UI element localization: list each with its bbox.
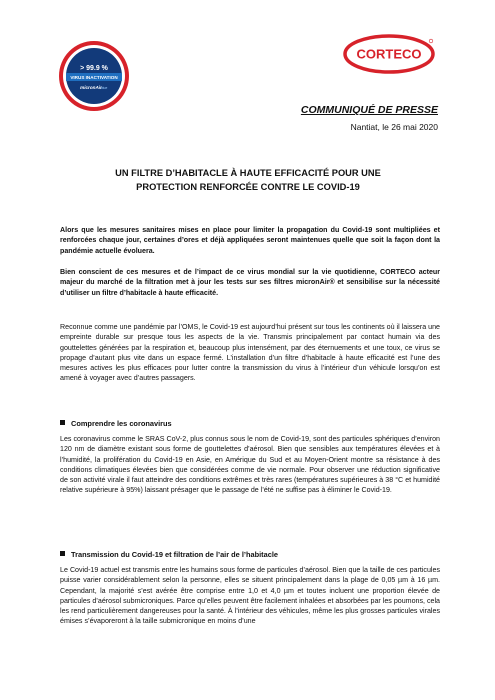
badge-brand: micronAir [80, 85, 102, 90]
coronavirus-paragraph: Les coronavirus comme le SRAS CoV-2, plus connus sous le nom de Covid-19, sont des particules sphériques d’environ 120 nm de diamètre existant sous forme de gouttelettes d’aérosol. Bien que sensibles aux températures élevées et à l’humidité, la prolifération du Covid-19 en Asie, en Amérique du Sud et au Moyen-Orient montre sa résistance à des conditions climatiques élevées bien que considérées comme de vie normale. Pour observer une réduction significative de son activité virale il faut atteindre des conditions extrêmes et très rares (températures supérieures à 38 °C et humidité relative supérieure à 95%) laissant présager que le passage de l’été ne suffise pas à éliminer le Covid-19. [60, 435, 440, 495]
transmission-paragraph: Le Covid-19 actuel est transmis entre les humains sous forme de particules d’aérosol. Bien que la taille de ces particules puisse varier considérablement selon la personne, elles se situent principalement dans la plage de 0,05 µm à 16 µm. Cependant, la majorité s’est avérée être comprise entre 1,0 et 4,0 µm et toutes incluent une proportion élevée de particules d’aérosol submicroniques. Parce qu’elles peuvent être facilement inhalées et absorbées par les poumons, cela les rend particulièrement dangereuses pour la santé. À l’intérieur des véhicules, même les plus grosses particules virales émises s’évaporeront à la taille submicronique en moins d’une [60, 566, 440, 626]
virus-inactivation-badge [58, 40, 130, 112]
corteco-paragraph: Bien conscient de ces mesures et de l’impact de ce virus mondial sur la vie quotidienne, CORTECO acteur majeur du marché de la filtration met à jour les tests sur ses filtres micronAir® et sensibilise sur la nécessité d’utiliser un filtre d’habitacle à haute efficacité. [60, 268, 440, 297]
section-heading-text: Transmission du Covid-19 et filtration de l’air de l’habitacle [71, 550, 278, 559]
date-line: Nantiat, le 26 mai 2020 [350, 122, 438, 132]
bullet-square-icon [60, 420, 65, 425]
badge-tagline: VIRUS INACTIVATION [70, 75, 118, 80]
headline [60, 166, 436, 194]
badge-graphic [58, 40, 130, 112]
section-heading-coronavirus [60, 419, 440, 429]
pandemic-paragraph: Reconnue comme une pandémie par l’OMS, le Covid-19 est aujourd’hui présent sur tous les continents où il laissera une empreinte durable sur presque tous les aspects de la vie. Transmis principalement par contact humain via des gouttelettes générées par la respiration et, beaucoup plus intensément, par des éternuements et une toux, ce virus se propage d’autant plus vite dans un espace fermé. L’installation d’un filtre d’habitacle à haute efficacité est l’une des mesures actives les plus efficaces pour lutter contre la transmission du virus à l’intérieur d’un véhicule lorsqu’on est amené à voyager avec d’autres passagers. [60, 323, 440, 383]
corteco-logo-graphic [343, 34, 435, 74]
corteco-logo [343, 34, 435, 74]
headline-line-2: PROTECTION RENFORCÉE CONTRE LE COVID-19 [136, 182, 360, 192]
logo-text: CORTECO [356, 46, 422, 62]
badge-percent: > 99.9 % [80, 65, 108, 72]
bullet-square-icon [60, 551, 65, 556]
headline-line-1: UN FILTRE D’HABITACLE À HAUTE EFFICACITÉ POUR UNE [115, 168, 381, 178]
section-heading-text: Comprendre les coronavirus [71, 419, 172, 428]
section-heading-transmission [60, 550, 440, 560]
intro-paragraph: Alors que les mesures sanitaires mises en place pour limiter la propagation du Covid-19 sont multipliées et renforcées chaque jour, certaines d’ores et déjà appliquées seront maintenues quelle que soit la façon dont la pandémie actuelle évoluera. [60, 226, 440, 255]
press-release-title: COMMUNIQUÉ DE PRESSE [300, 104, 438, 116]
badge-brand-suffix: blue [100, 86, 108, 90]
